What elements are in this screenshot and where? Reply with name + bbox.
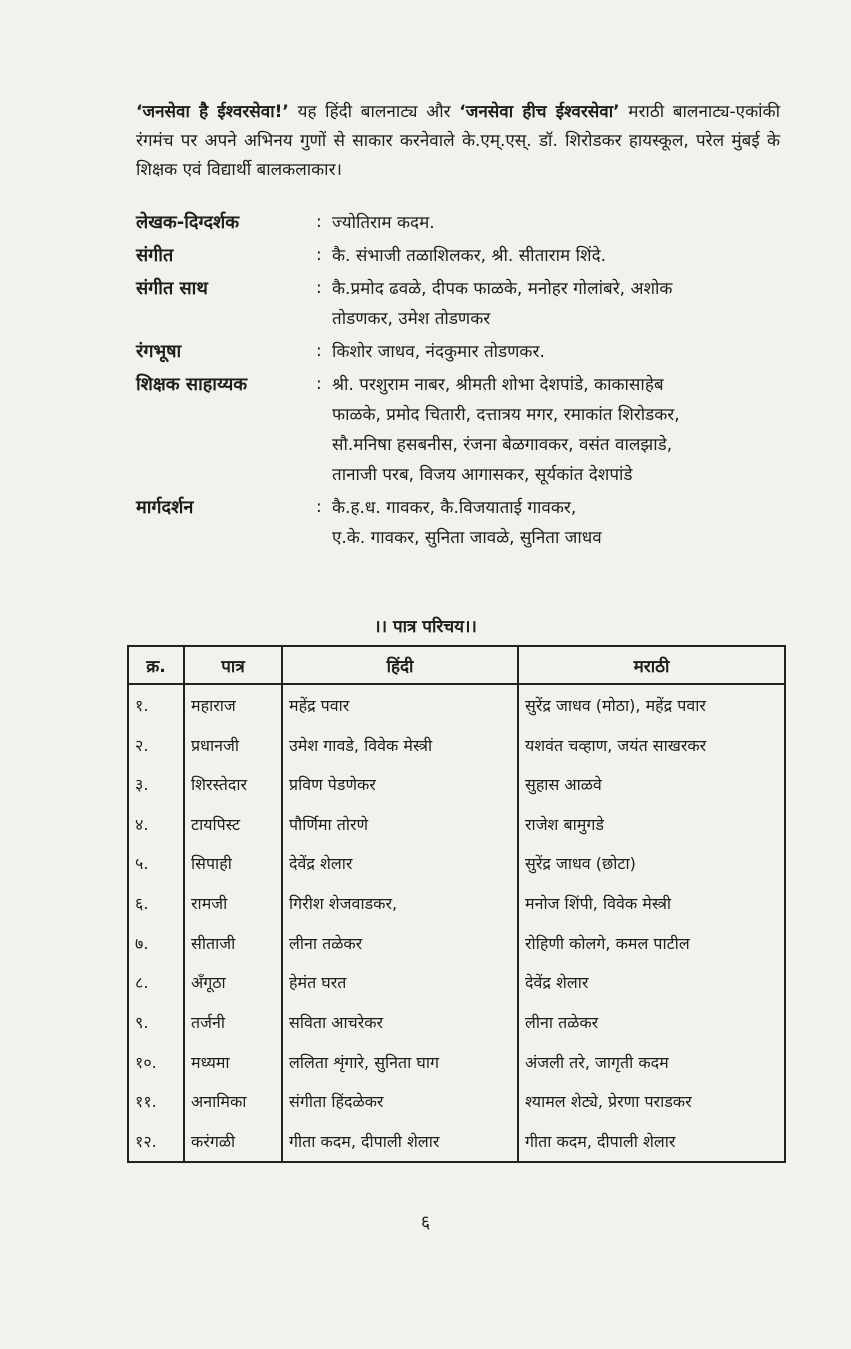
cell-marathi-actor: राजेश बामुगडे — [518, 804, 785, 844]
credits-list — [136, 208, 786, 556]
credit-colon: : — [316, 245, 322, 265]
credit-line: तोडणकर, उमेश तोडणकर — [332, 309, 491, 329]
intro-paragraph — [136, 98, 780, 185]
credit-line: श्री. परशुराम नाबर, श्रीमती शोभा देशपांडे, काकासाहेब — [332, 375, 664, 395]
cell-marathi-actor: श्यामल शेट्ये, प्रेरणा पराडकर — [518, 1082, 785, 1122]
cell-character: प्रधानजी — [184, 725, 282, 765]
table-row — [128, 804, 785, 844]
table-row — [128, 923, 785, 963]
credit-line: कै. संभाजी तळाशिलकर, श्री. सीताराम शिंदे. — [332, 246, 607, 266]
credit-line: ज्योतिराम कदम. — [332, 213, 435, 233]
table-row — [128, 684, 785, 725]
credit-value — [332, 241, 786, 271]
page-number: ६ — [420, 1212, 431, 1233]
credit-line: कै.ह.ध. गावकर, कै.विजयाताई गावकर, — [332, 498, 577, 518]
header-character: पात्र — [184, 646, 282, 684]
credit-row — [136, 337, 786, 367]
intro-text-2: मराठी बालनाट्य-एकांकी रंगमंच पर अपने अभिनय गुणों से साकार करनेवाले के.एम्.एस्. डॉ. शिरोडकर हायस्कूल, परेल मुंबई के शिक्षक एवं विद्यार्थी बालकलाकार। — [136, 102, 781, 180]
cell-serial: २. — [128, 725, 184, 765]
cell-hindi-actor: प्रविण पेडणेकर — [282, 764, 518, 804]
credit-row — [136, 208, 786, 238]
credit-label: संगीत — [136, 245, 174, 266]
header-serial: क्र. — [128, 646, 184, 684]
cell-character: तर्जनी — [184, 1002, 282, 1042]
cell-serial: ६. — [128, 883, 184, 923]
cell-marathi-actor: रोहिणी कोलगे, कमल पाटील — [518, 923, 785, 963]
table-row — [128, 1042, 785, 1082]
table-row — [128, 1121, 785, 1162]
cell-character: टायपिस्ट — [184, 804, 282, 844]
cell-serial: ११. — [128, 1082, 184, 1122]
cell-character: महाराज — [184, 684, 282, 725]
table-row — [128, 725, 785, 765]
cell-hindi-actor: उमेश गावडे, विवेक मेस्त्री — [282, 725, 518, 765]
cell-character: करंगळी — [184, 1121, 282, 1162]
header-hindi: हिंदी — [282, 646, 518, 684]
cell-hindi-actor: देवेंद्र शेलार — [282, 844, 518, 884]
cell-marathi-actor: सुहास आळवे — [518, 764, 785, 804]
cell-serial: १. — [128, 684, 184, 725]
cell-character: अँगूठा — [184, 963, 282, 1003]
hindi-play-title: ‘जनसेवा है ईश्वरसेवा!’ — [136, 102, 289, 122]
cell-character: सीताजी — [184, 923, 282, 963]
credit-colon: : — [316, 497, 322, 517]
credit-value — [332, 274, 786, 334]
cell-character: सिपाही — [184, 844, 282, 884]
table-row — [128, 883, 785, 923]
credit-line: कै.प्रमोद ढवळे, दीपक फाळके, मनोहर गोलांबरे, अशोक — [332, 279, 673, 299]
credit-line: ए.के. गावकर, सुनिता जावळे, सुनिता जाधव — [332, 528, 602, 548]
cell-hindi-actor: पौर्णिमा तोरणे — [282, 804, 518, 844]
credit-label: लेखक-दिग्दर्शक — [136, 212, 240, 233]
marathi-play-title: ‘जनसेवा हीच ईश्वरसेवा’ — [459, 102, 620, 122]
cell-marathi-actor: सुरेंद्र जाधव (छोटा) — [518, 844, 785, 884]
credit-line: फाळके, प्रमोद चितारी, दत्तात्रय मगर, रमाकांत शिरोडकर, — [332, 405, 680, 425]
cell-hindi-actor: संगीता हिंदळेकर — [282, 1082, 518, 1122]
table-row — [128, 1082, 785, 1122]
cell-marathi-actor: देवेंद्र शेलार — [518, 963, 785, 1003]
cell-serial: ५. — [128, 844, 184, 884]
credit-colon: : — [316, 374, 322, 394]
cell-hindi-actor: लीना तळेकर — [282, 923, 518, 963]
cell-hindi-actor: गिरीश शेजवाडकर, — [282, 883, 518, 923]
credit-colon: : — [316, 212, 322, 232]
credit-label: शिक्षक साहाय्यक — [136, 374, 248, 395]
cast-table-header-row — [128, 646, 785, 684]
cast-table — [127, 645, 786, 1163]
cell-marathi-actor: गीता कदम, दीपाली शेलार — [518, 1121, 785, 1162]
table-row — [128, 1002, 785, 1042]
credit-line: किशोर जाधव, नंदकुमार तोडणकर. — [332, 342, 545, 362]
cell-character: रामजी — [184, 883, 282, 923]
cast-heading: ।। पात्र परिचय।। — [374, 617, 477, 637]
credit-line: सौ.मनिषा हसबनीस, रंजना बेळगावकर, वसंत वालझाडे, — [332, 435, 673, 455]
cell-serial: १२. — [128, 1121, 184, 1162]
credit-value — [332, 337, 786, 367]
cell-serial: १०. — [128, 1042, 184, 1082]
cell-serial: ८. — [128, 963, 184, 1003]
cell-serial: ३. — [128, 764, 184, 804]
credit-colon: : — [316, 278, 322, 298]
credit-value — [332, 208, 786, 238]
credit-label: संगीत साथ — [136, 278, 208, 299]
cell-hindi-actor: सविता आचरेकर — [282, 1002, 518, 1042]
table-row — [128, 963, 785, 1003]
credit-label: रंगभूषा — [136, 341, 182, 362]
table-row — [128, 844, 785, 884]
credit-value — [332, 493, 786, 553]
cast-table-body — [128, 684, 785, 1162]
cell-character: मध्यमा — [184, 1042, 282, 1082]
table-row — [128, 764, 785, 804]
credit-line: तानाजी परब, विजय आगासकर, सूर्यकांत देशपांडे — [332, 465, 633, 485]
cell-hindi-actor: ललिता शृंगारे, सुनिता घाग — [282, 1042, 518, 1082]
cell-character: शिरस्तेदार — [184, 764, 282, 804]
cell-marathi-actor: यशवंत चव्हाण, जयंत साखरकर — [518, 725, 785, 765]
cell-marathi-actor: लीना तळेकर — [518, 1002, 785, 1042]
cell-hindi-actor: महेंद्र पवार — [282, 684, 518, 725]
intro-text-1: यह हिंदी बालनाट्य और — [288, 102, 460, 122]
cell-marathi-actor: अंजली तरे, जागृती कदम — [518, 1042, 785, 1082]
cell-serial: ९. — [128, 1002, 184, 1042]
credit-colon: : — [316, 341, 322, 361]
header-marathi: मराठी — [518, 646, 785, 684]
credit-label: मार्गदर्शन — [136, 497, 194, 518]
credit-row — [136, 493, 786, 553]
cell-marathi-actor: मनोज शिंपी, विवेक मेस्त्री — [518, 883, 785, 923]
cell-hindi-actor: गीता कदम, दीपाली शेलार — [282, 1121, 518, 1162]
credit-value — [332, 370, 786, 490]
cell-character: अनामिका — [184, 1082, 282, 1122]
credit-row — [136, 274, 786, 334]
cell-hindi-actor: हेमंत घरत — [282, 963, 518, 1003]
cell-marathi-actor: सुरेंद्र जाधव (मोठा), महेंद्र पवार — [518, 684, 785, 725]
cell-serial: ७. — [128, 923, 184, 963]
credit-row — [136, 370, 786, 490]
cell-serial: ४. — [128, 804, 184, 844]
credit-row — [136, 241, 786, 271]
